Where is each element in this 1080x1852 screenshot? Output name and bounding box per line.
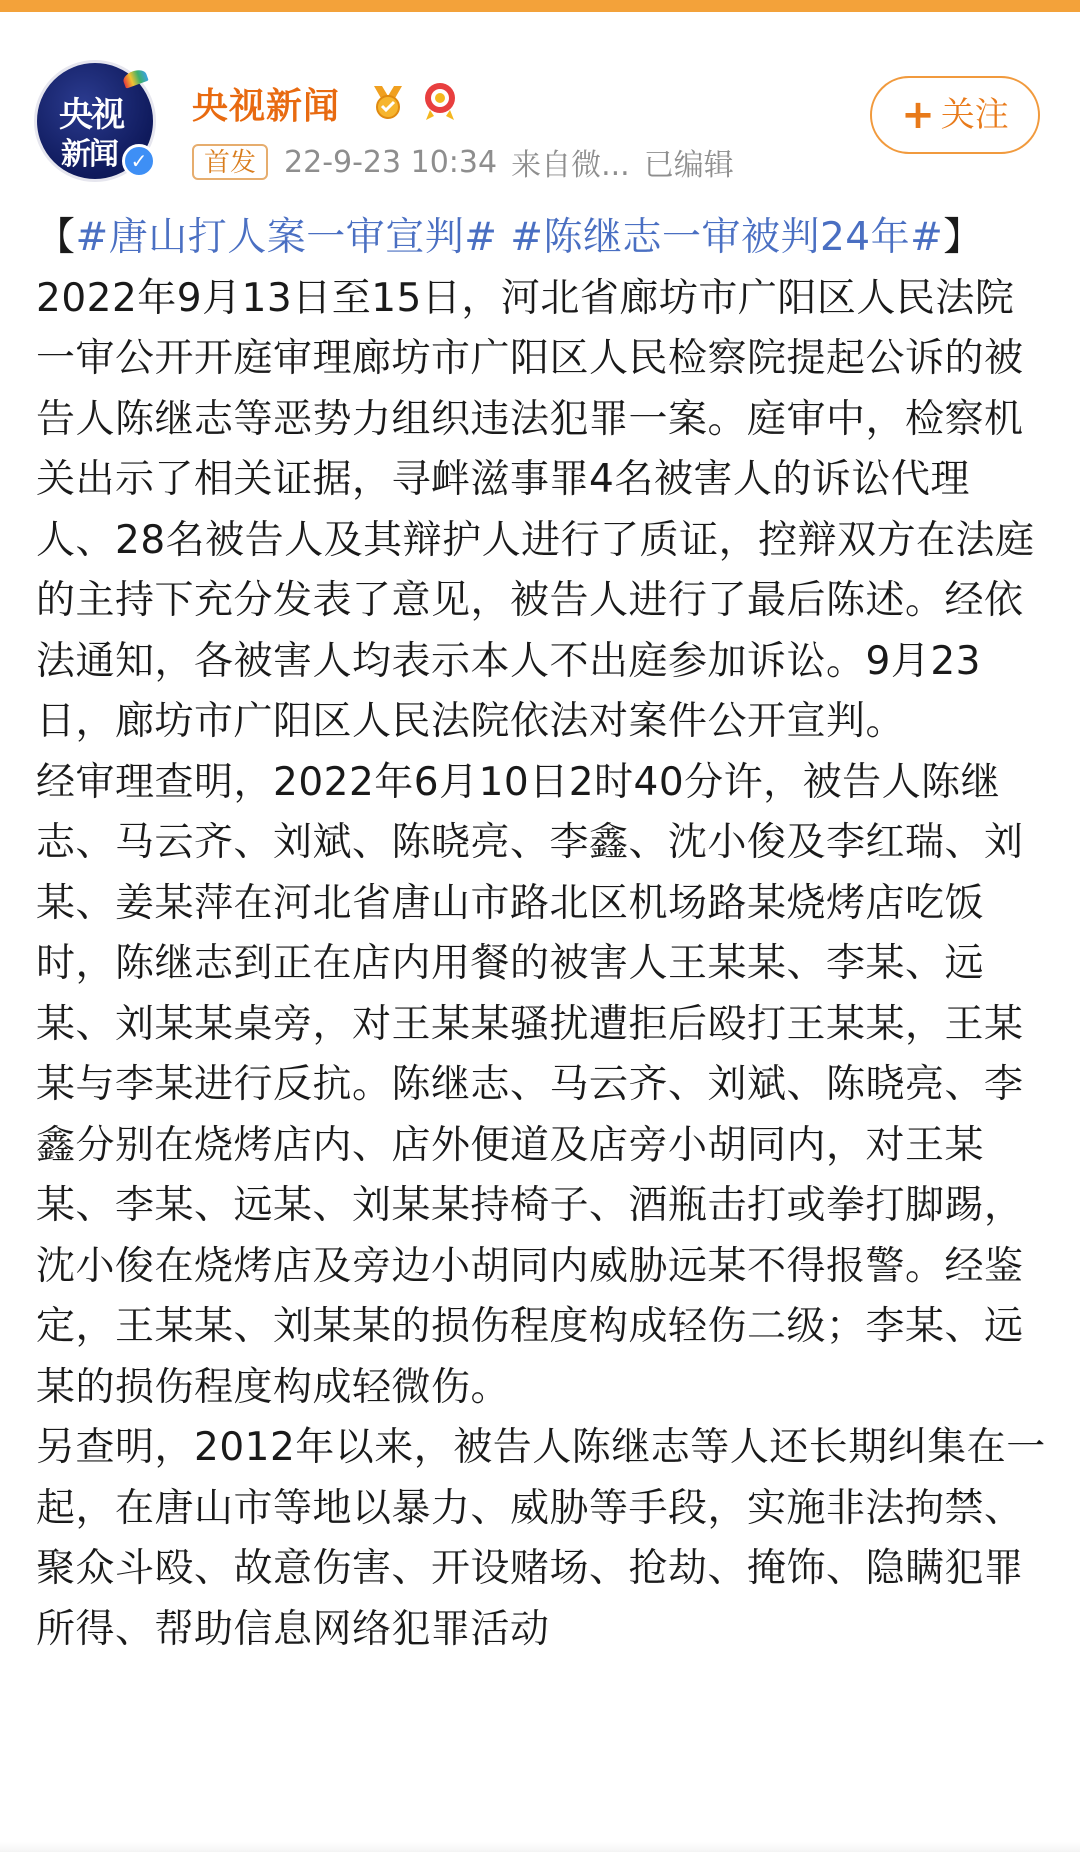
- username[interactable]: 央视新闻: [192, 86, 341, 127]
- bracket-close: 】: [943, 215, 983, 260]
- post-source[interactable]: 来自微...: [511, 148, 630, 183]
- paragraph-2: 经审理查明，2022年6月10日2时40分许，被告人陈继志、马云齐、刘斌、陈晓亮、李鑫、沈小俊及李红瑞、刘某、姜某萍在河北省唐山市路北区机场路某烧烤店吃饭时，陈继志到正在店内用餐的被害人王某某、李某、远某、刘某某桌旁，对王某某骚扰遭拒后殴打王某某，王某某与李某进行反抗。陈继志、马云齐、刘斌、陈晓亮、李鑫分别在烧烤店内、店外便道及店旁小胡同内，对王某某、李某、远某、刘某某持椅子、酒瓶击打或拳打脚踢，沈小俊在烧烤店及旁边小胡同内威胁远某不得报警。经鉴定，王某某、刘某某的损伤程度构成轻伤二级；李某、远某的损伤程度构成轻微伤。: [36, 759, 1024, 1410]
- paragraph-1: [36, 208, 1046, 753]
- cctv-logo-icon: [121, 67, 148, 88]
- post-content: [36, 208, 1046, 1660]
- edited-label[interactable]: 已编辑: [643, 148, 734, 183]
- verified-check-icon: ✓: [122, 144, 156, 178]
- avatar-text-line2: 新闻: [61, 137, 117, 172]
- post-meta: [192, 142, 748, 182]
- vip-eye-icon[interactable]: [420, 80, 460, 122]
- bracket-open: 【: [36, 215, 76, 260]
- space: [497, 215, 510, 260]
- top-status-strip: [0, 0, 1080, 12]
- paragraph-3: 另查明，2012年以来，被告人陈继志等人还长期纠集在一起，在唐山市等地以暴力、威胁等手段，实施非法拘禁、聚众斗殴、故意伤害、开设赌场、抢劫、掩饰、隐瞒犯罪所得、帮助信息网络犯罪活动: [36, 1425, 1046, 1652]
- post-time: 22-9-23 10:34: [284, 144, 498, 180]
- hashtag-link[interactable]: #陈继志一审被判24年#: [510, 215, 944, 260]
- paragraph-text: 2022年9月13日至15日，河北省廊坊市广阳区人民法院一审公开开庭审理廊坊市广阳区人民检察院提起公诉的被告人陈继志等恶势力组织违法犯罪一案。庭审中，检察机关出示了相关证据，寻衅滋事罪4名被害人的诉讼代理人、28名被告人及其辩护人进行了质证，控辩双方在法庭的主持下充分发表了意见，被告人进行了最后陈述。经依法通知，各被害人均表示本人不出庭参加诉讼。9月23日，廊坊市广阳区人民法院依法对案件公开宣判。: [36, 275, 1035, 744]
- gold-medal-icon[interactable]: [368, 82, 408, 120]
- follow-label: 关注: [940, 95, 1009, 135]
- avatar-text-line1: 央视: [59, 95, 123, 135]
- bottom-fade: [0, 1842, 1080, 1852]
- plus-icon: +: [901, 92, 935, 138]
- hashtag-link[interactable]: #唐山打人案一审宣判#: [75, 215, 498, 260]
- first-post-badge: 首发: [192, 144, 268, 180]
- weibo-post-card: [0, 12, 1080, 1852]
- follow-button[interactable]: [870, 76, 1040, 154]
